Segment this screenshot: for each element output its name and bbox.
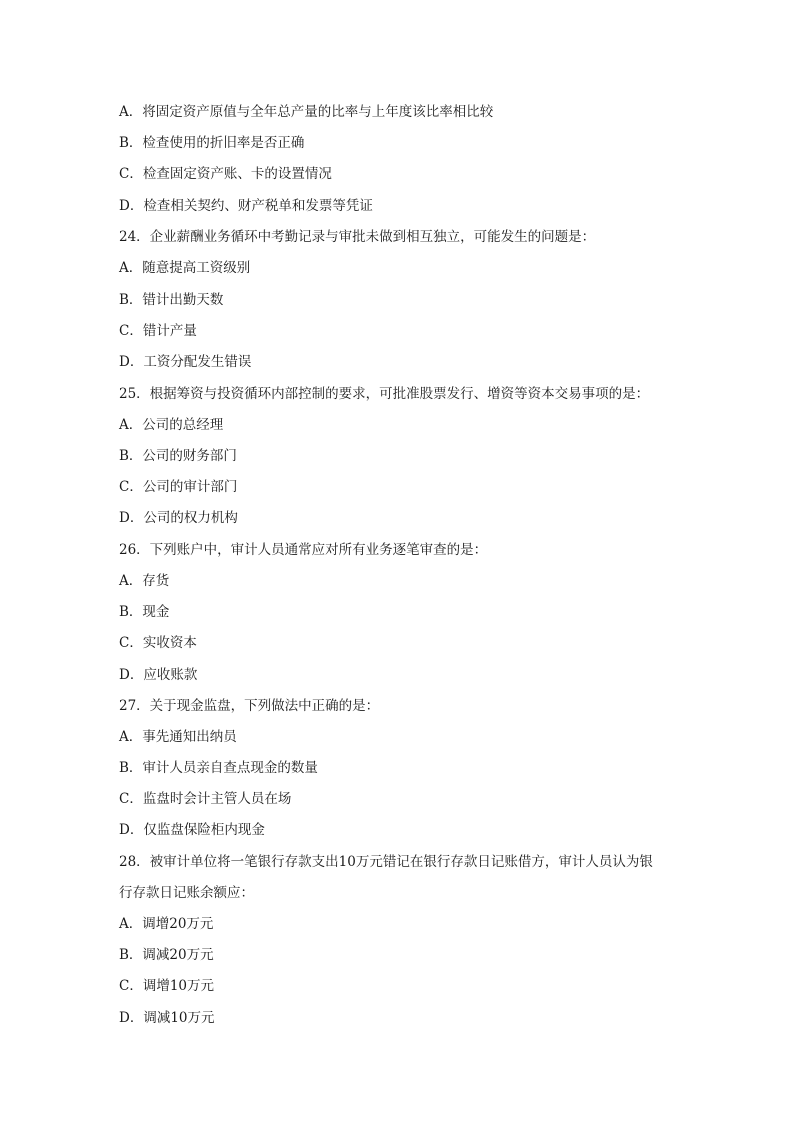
option-a-q24: A．随意提高工资级别 xyxy=(119,260,251,276)
option-d-q24: D．工资分配发生错误 xyxy=(119,354,252,370)
option-d-q23: D．检查相关契约、财产税单和发票等凭证 xyxy=(119,198,373,214)
option-b-q26: B．现金 xyxy=(119,604,170,620)
question-25: 25．根据筹资与投资循环内部控制的要求，可批准股票发行、增资等资本交易事项的是： xyxy=(119,386,650,402)
option-a-q23: A．将固定资产原值与全年总产量的比率与上年度该比率相比较 xyxy=(119,104,494,120)
option-d-q26: D．应收账款 xyxy=(119,667,198,683)
option-b-q27: B．审计人员亲自查点现金的数量 xyxy=(119,760,318,776)
option-b-q28: B．调减20万元 xyxy=(119,947,214,963)
question-24: 24．企业薪酬业务循环中考勤记录与审批未做到相互独立，可能发生的问题是： xyxy=(119,229,596,245)
option-a-q26: A．存货 xyxy=(119,573,170,589)
option-b-q24: B．错计出勤天数 xyxy=(119,292,224,308)
option-c-q24: C．错计产量 xyxy=(119,323,197,339)
option-d-q27: D．仅监盘保险柜内现金 xyxy=(119,822,265,838)
option-b-q25: B．公司的财务部门 xyxy=(119,448,237,464)
option-b-q23: B．检查使用的折旧率是否正确 xyxy=(119,135,305,151)
question-28-continued: 行存款日记账余额应： xyxy=(119,885,254,901)
option-c-q27: C．监盘时会计主管人员在场 xyxy=(119,791,292,807)
option-c-q28: C．调增10万元 xyxy=(119,978,215,994)
option-a-q28: A．调增20万元 xyxy=(119,916,214,932)
question-27: 27．关于现金监盘，下列做法中正确的是： xyxy=(119,698,380,714)
option-a-q25: A．公司的总经理 xyxy=(119,417,224,433)
question-26: 26．下列账户中，审计人员通常应对所有业务逐笔审查的是： xyxy=(119,542,488,558)
option-d-q25: D．公司的权力机构 xyxy=(119,510,238,526)
option-a-q27: A．事先通知出纳员 xyxy=(119,729,237,745)
option-c-q25: C．公司的审计部门 xyxy=(119,479,238,495)
option-c-q26: C．实收资本 xyxy=(119,635,197,651)
option-c-q23: C．检查固定资产账、卡的设置情况 xyxy=(119,166,332,182)
question-28: 28．被审计单位将一笔银行存款支出10万元错记在银行存款日记账借方，审计人员认为银 xyxy=(119,854,653,870)
option-d-q28: D．调减10万元 xyxy=(119,1010,215,1026)
